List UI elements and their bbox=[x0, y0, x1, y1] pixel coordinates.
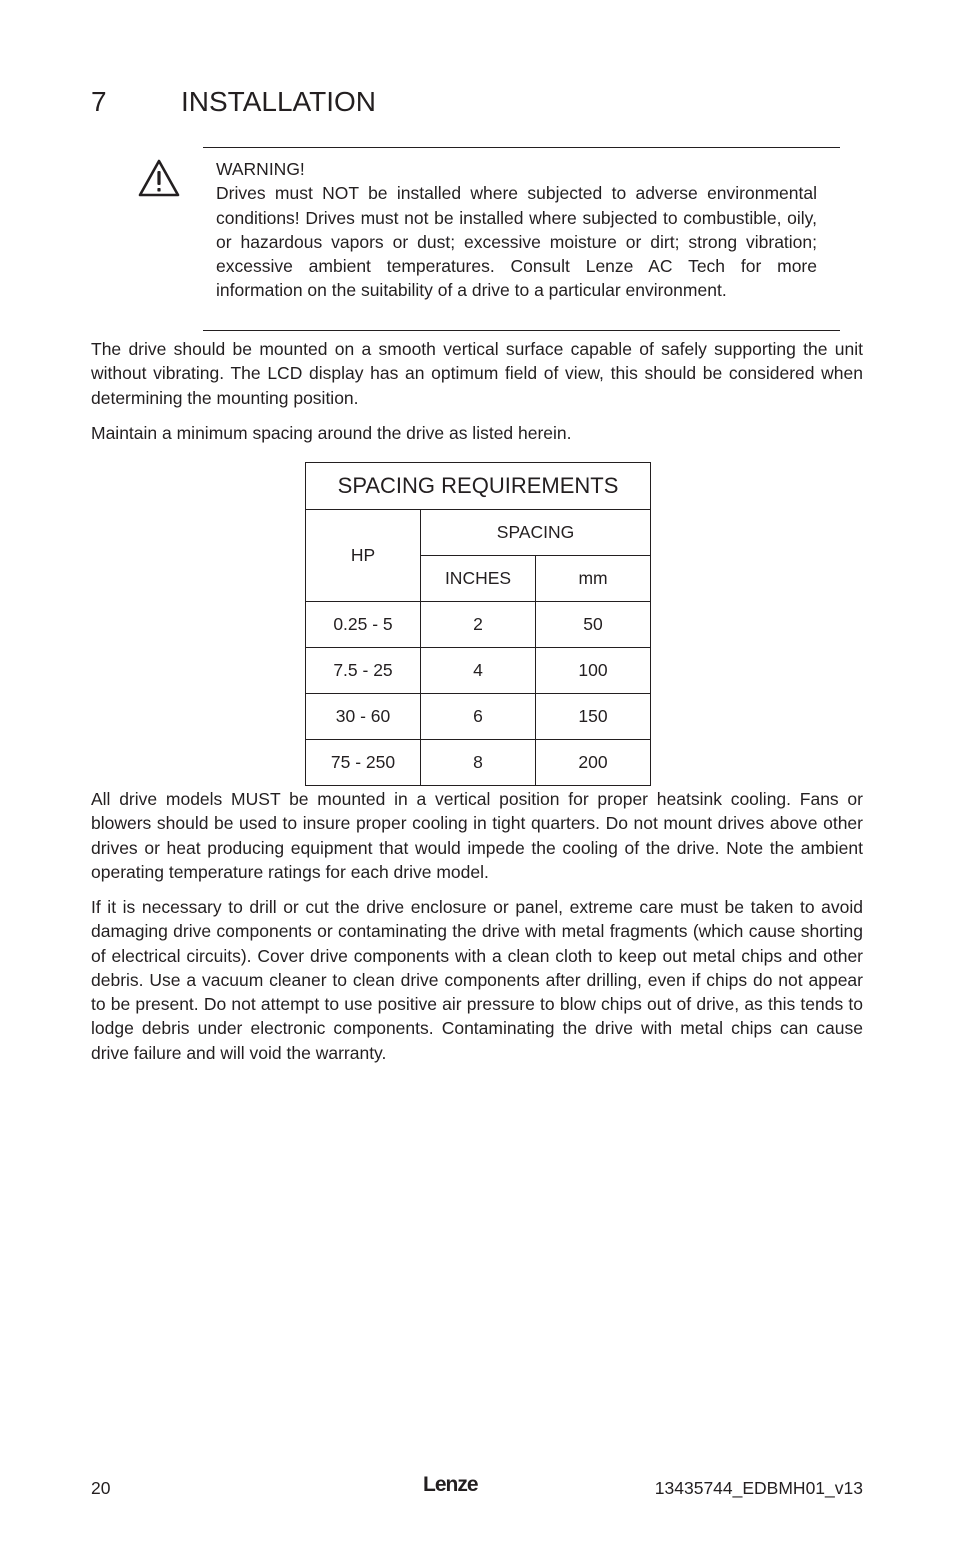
hp-cell: 30 - 60 bbox=[306, 694, 421, 740]
column-header-mm: mm bbox=[536, 556, 651, 602]
hp-cell: 0.25 - 5 bbox=[306, 602, 421, 648]
inches-cell: 6 bbox=[421, 694, 536, 740]
table-row bbox=[306, 694, 651, 740]
vertical-mounting-paragraph: All drive models MUST be mounted in a vertical position for proper heatsink cooling. Fans or blowers should be used to insure proper cooling in tight quarters. Do not mount drives above other drives or heat producing equipment that would impede the cooling of the drive. Note the ambient operating temperature ratings for each drive model. bbox=[91, 789, 863, 882]
inches-cell: 4 bbox=[421, 648, 536, 694]
warning-content bbox=[216, 157, 817, 303]
warning-triangle-icon bbox=[137, 158, 181, 198]
mm-cell: 50 bbox=[536, 602, 651, 648]
column-header-hp: HP bbox=[306, 510, 421, 602]
table-row bbox=[306, 602, 651, 648]
mm-cell: 100 bbox=[536, 648, 651, 694]
table-row bbox=[306, 648, 651, 694]
section-number: 7 bbox=[91, 86, 107, 117]
warning-label: WARNING! bbox=[216, 159, 305, 179]
lenze-logo: Lenze bbox=[423, 1473, 478, 1496]
column-header-spacing: SPACING bbox=[421, 510, 651, 556]
mm-cell: 200 bbox=[536, 740, 651, 786]
warning-text: Drives must NOT be installed where subjected to adverse environmental conditions! Drives must not be installed where subjected to combustible, oily, or hazardous vapors or dust; excessive moisture or dirt; strong vibration; excessive ambient temperatures. Consult Lenze AC Tech for more information on the suitability of a drive to a particular environment. bbox=[216, 183, 817, 301]
drilling-caution-paragraph: If it is necessary to drill or cut the drive enclosure or panel, extreme care must be taken to avoid damaging drive components or contaminating the drive with metal fragments (which cause shorting of electrical circuits). Cover drive components with a clean cloth to keep out metal chips and other debris. Use a vacuum cleaner to clean drive components after drilling, even if chips do not appear to be present. Do not attempt to use positive air pressure to blow chips out of drive, as this tends to lodge debris under electronic components. Contaminating the drive with metal chips can cause drive failure and will void the warranty. bbox=[91, 897, 863, 1063]
column-header-inches: INCHES bbox=[421, 556, 536, 602]
footer-document-id: 13435744_EDBMH01_v13 bbox=[654, 1478, 863, 1498]
spacing-requirements-table bbox=[305, 462, 651, 786]
mounting-paragraph: The drive should be mounted on a smooth vertical surface capable of safely supporting the unit without vibrating. The LCD display has an optimum ﬁeld of view, this should be considered when determining the mounting position. bbox=[91, 339, 863, 408]
table-title: SPACING REQUIREMENTS bbox=[306, 463, 651, 510]
mm-cell: 150 bbox=[536, 694, 651, 740]
hp-cell: 75 - 250 bbox=[306, 740, 421, 786]
inches-cell: 2 bbox=[421, 602, 536, 648]
section-title: INSTALLATION bbox=[181, 86, 377, 117]
spacing-intro-paragraph: Maintain a minimum spacing around the drive as listed herein. bbox=[91, 423, 572, 443]
table-row bbox=[306, 740, 651, 786]
inches-cell: 8 bbox=[421, 740, 536, 786]
warning-box bbox=[203, 147, 840, 331]
hp-cell: 7.5 - 25 bbox=[306, 648, 421, 694]
footer-page-number: 20 bbox=[91, 1478, 111, 1498]
